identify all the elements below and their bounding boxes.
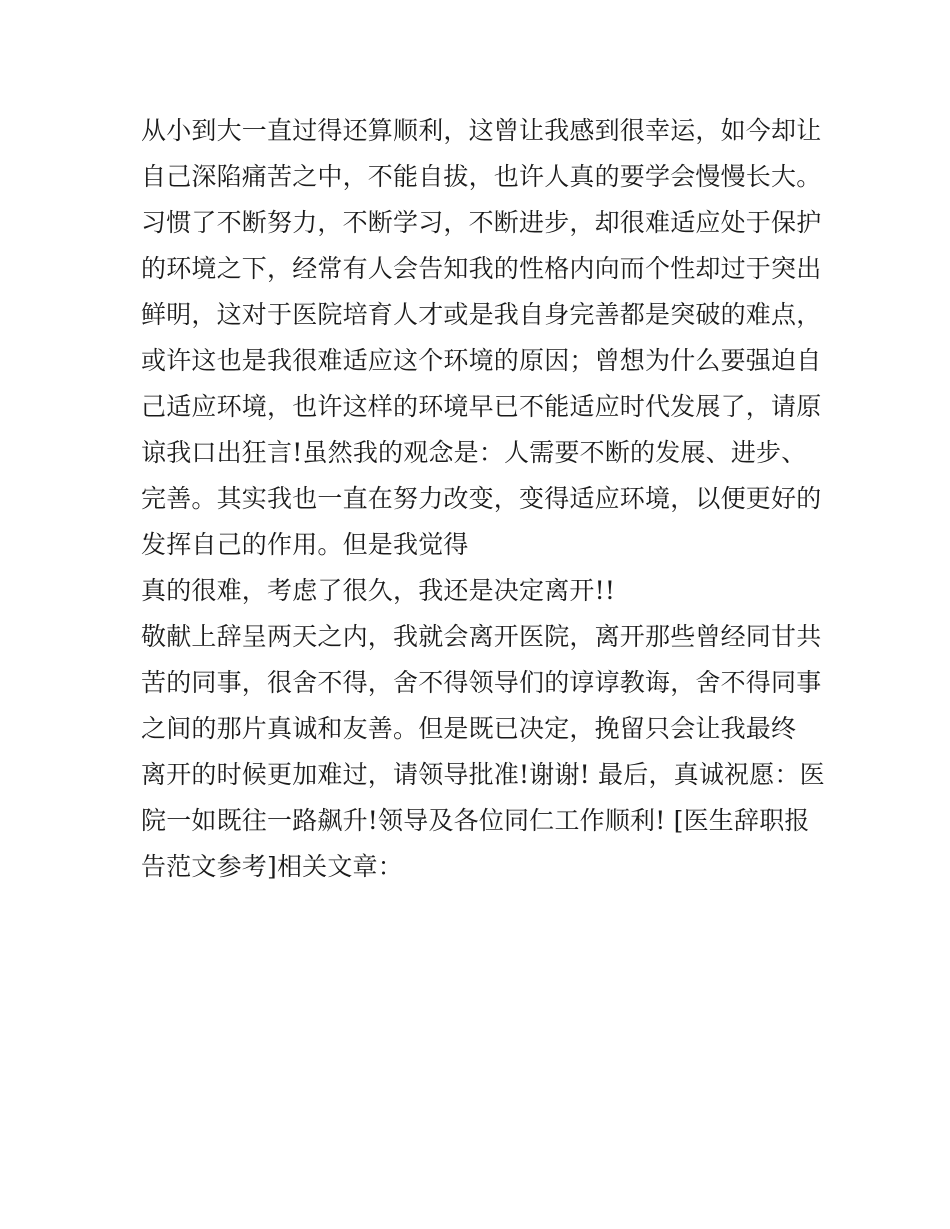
text-line: 苦的同事，很舍不得，舍不得领导们的谆谆教诲，舍不得同事 (141, 668, 822, 697)
text-line: 己适应环境，也许这样的环境早已不能适应时代发展了，请原 (141, 392, 822, 421)
text-line: 真的很难，考虑了很久，我还是决定离开!! (141, 576, 616, 605)
text-line: 院一如既往一路飙升!领导及各位同仁工作顺利! [医生辞职报 (141, 806, 810, 835)
text-line: 习惯了不断努力，不断学习，不断进步，却很难适应处于保护 (141, 208, 822, 237)
text-line: 鲜明，这对于医院培育人才或是我自身完善都是突破的难点， (141, 300, 822, 329)
text-line: 或许这也是我很难适应这个环境的原因；曾想为什么要强迫自 (141, 346, 822, 375)
text-line: 告范文参考]相关文章： (141, 852, 403, 881)
text-line: 完善。其实我也一直在努力改变，变得适应环境，以便更好的 (141, 484, 822, 513)
text-line: 谅我口出狂言!虽然我的观念是：人需要不断的发展、进步、 (141, 438, 807, 467)
text-line: 的环境之下，经常有人会告知我的性格内向而个性却过于突出 (141, 254, 822, 283)
text-line: 自己深陷痛苦之中，不能自拔，也许人真的要学会慢慢长大。 (141, 162, 822, 191)
body-text (141, 108, 831, 890)
text-line: 发挥自己的作用。但是我觉得 (141, 530, 469, 559)
text-line: 之间的那片真诚和友善。但是既已决定，挽留只会让我最终 (141, 714, 797, 743)
text-line: 从小到大一直过得还算顺利，这曾让我感到很幸运，如今却让 (141, 116, 822, 145)
text-line: 离开的时候更加难过，请领导批准!谢谢! 最后，真诚祝愿：医 (141, 760, 825, 789)
text-line: 敬献上辞呈两天之内，我就会离开医院，离开那些曾经同甘共 (141, 622, 822, 651)
